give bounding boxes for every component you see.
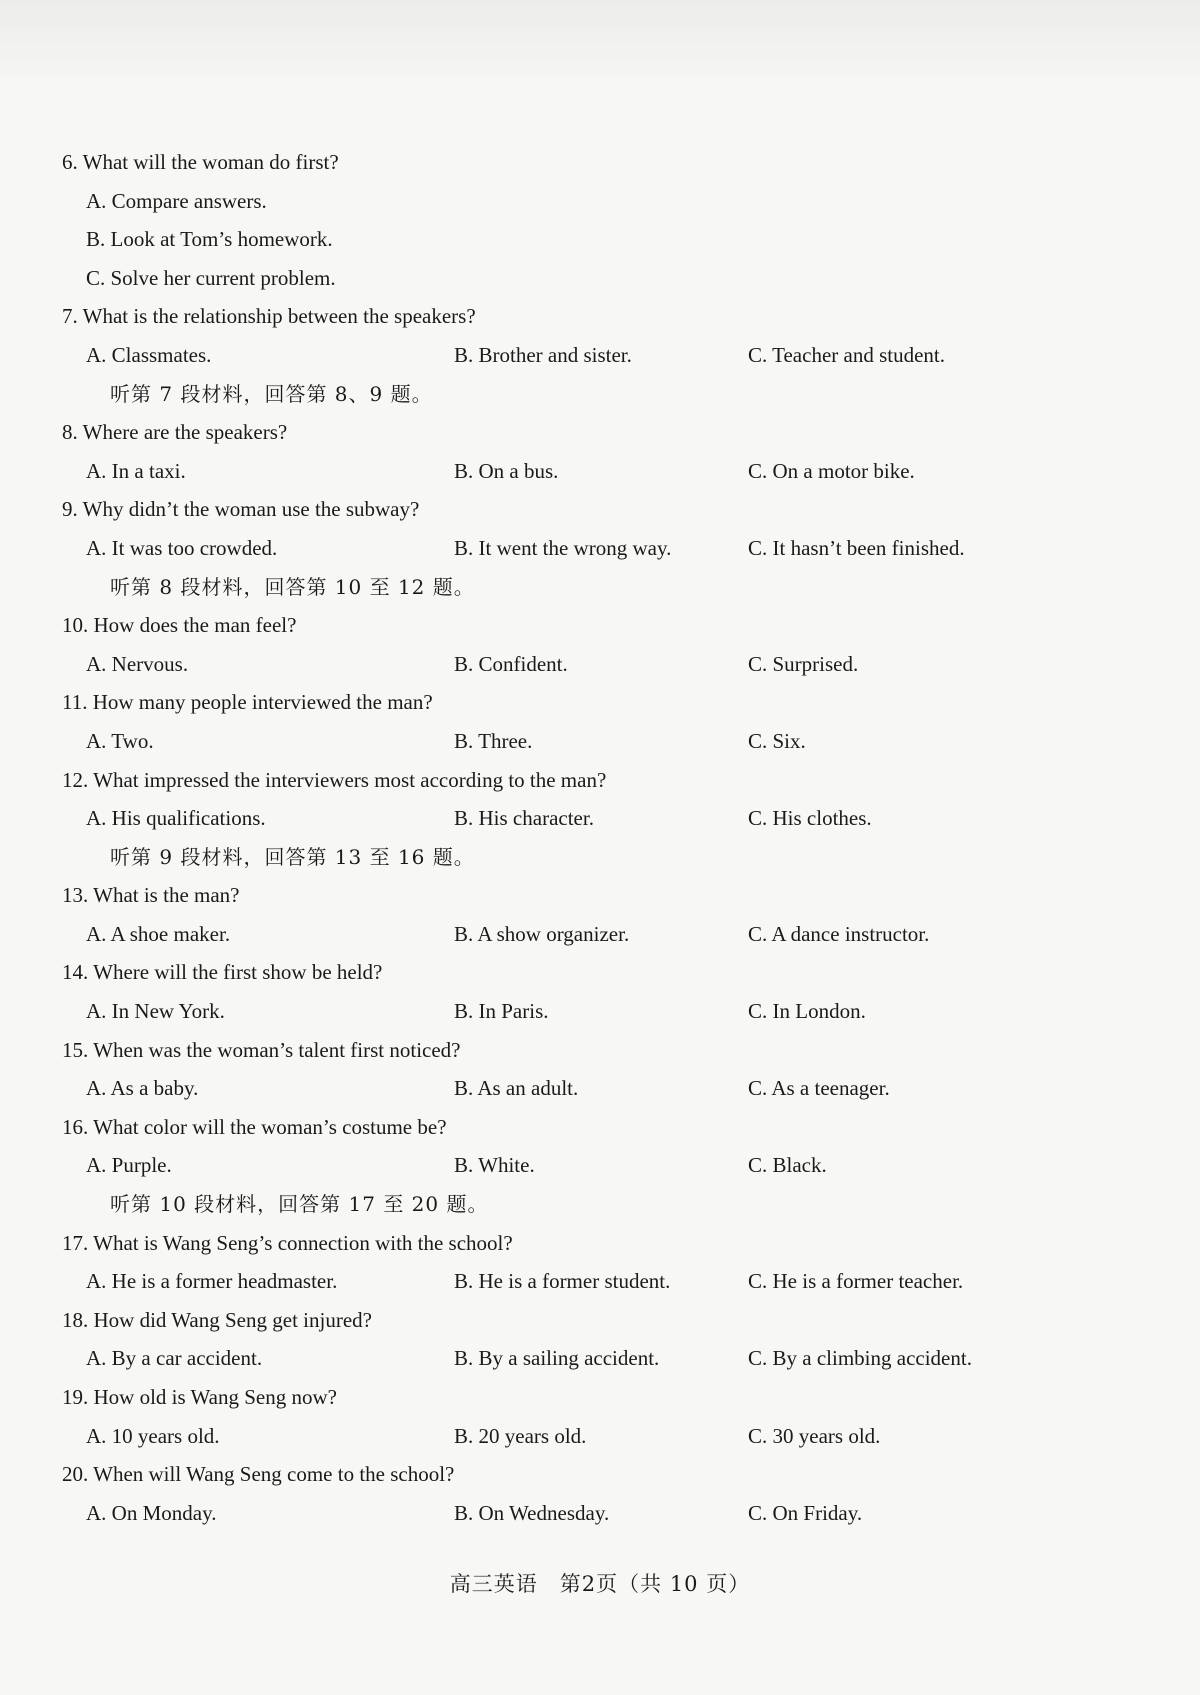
answer-options-row [62,1339,1062,1378]
question-stem: 16. What color will the woman’s costume be? [62,1114,447,1139]
page-footer: 高三英语 第2页（共 10 页） [449,1572,751,1596]
answer-option: A. Compare answers. [86,188,267,213]
answer-options-row [62,452,1062,491]
answer-option-c: C. As a teenager. [748,1076,890,1101]
answer-option-c: C. He is a former teacher. [748,1269,964,1294]
answer-options-row [62,336,1062,375]
answer-option-a: A. As a baby. [86,1076,199,1101]
answer-options-row [62,1494,1062,1533]
answer-option-b: B. 20 years old. [454,1423,587,1448]
answer-options-row [62,645,1062,684]
answer-option-a: A. It was too crowded. [86,535,278,560]
answer-option-c: C. By a climbing accident. [748,1346,972,1371]
answer-option-b: B. On Wednesday. [454,1500,610,1525]
answer-option-c: C. His clothes. [748,806,872,831]
question-stem: 12. What impressed the interviewers most according to the man? [62,767,607,792]
section-instruction: 听第 7 段材料，回答第 8、9 题。 [110,381,433,406]
answer-option-c: C. A dance instructor. [748,921,930,946]
answer-options-row [62,915,1062,954]
question-stem: 7. What is the relationship between the speakers? [62,304,476,329]
question-stem: 15. When was the woman’s talent first noticed? [62,1037,461,1062]
question-stem: 18. How did Wang Seng get injured? [62,1307,372,1332]
answer-option-a: A. In a taxi. [86,458,186,483]
answer-option-a: A. His qualifications. [86,806,266,831]
answer-option-c: C. On a motor bike. [748,458,915,483]
answer-option-b: B. White. [454,1153,535,1178]
answer-option: B. Look at Tom’s homework. [86,227,333,252]
answer-options-row [62,1146,1062,1185]
answer-option: C. Solve her current problem. [86,265,336,290]
answer-option-a: A. Classmates. [86,342,212,367]
answer-options-row [62,722,1062,761]
answer-option-c: C. Black. [748,1153,827,1178]
question-stem: 11. How many people interviewed the man? [62,690,433,715]
answer-option-a: A. On Monday. [86,1500,217,1525]
answer-options-row [62,1069,1062,1108]
section-instruction: 听第 10 段材料，回答第 17 至 20 题。 [110,1192,489,1217]
answer-option-c: C. Surprised. [748,651,859,676]
answer-option-b: B. On a bus. [454,458,559,483]
question-stem: 17. What is Wang Seng’s connection with the school? [62,1230,513,1255]
answer-option-a: A. Nervous. [86,651,189,676]
answer-option-b: B. Three. [454,728,533,753]
answer-option-c: C. On Friday. [748,1500,863,1525]
answer-option-c: C. Six. [748,728,806,753]
question-stem: 20. When will Wang Seng come to the school? [62,1462,455,1487]
section-instruction: 听第 9 段材料，回答第 13 至 16 题。 [110,844,475,869]
answer-option-b: B. He is a former student. [454,1269,671,1294]
answer-options-row [62,529,1062,568]
question-stem: 9. Why didn’t the woman use the subway? [62,497,420,522]
answer-option-b: B. A show organizer. [454,921,630,946]
answer-options-row [62,799,1062,838]
question-list [62,143,1062,1532]
answer-option-a: A. Purple. [86,1153,172,1178]
answer-option-b: B. By a sailing accident. [454,1346,660,1371]
scan-smudge [0,0,1200,90]
question-stem: 8. Where are the speakers? [62,420,288,445]
answer-options-row [62,1262,1062,1301]
answer-option-b: B. It went the wrong way. [454,535,672,560]
question-stem: 14. Where will the first show be held? [62,960,383,985]
answer-option-a: A. He is a former headmaster. [86,1269,338,1294]
question-stem: 13. What is the man? [62,883,240,908]
answer-option-a: A. A shoe maker. [86,921,231,946]
question-stem: 6. What will the woman do first? [62,150,339,174]
answer-option-c: C. In London. [748,999,866,1024]
answer-option-a: A. Two. [86,728,154,753]
question-stem: 19. How old is Wang Seng now? [62,1385,337,1409]
answer-option-c: C. It hasn’t been finished. [748,535,965,560]
answer-option-b: B. Confident. [454,651,568,676]
question-stem: 10. How does the man feel? [62,613,297,638]
answer-options-row [62,992,1062,1031]
answer-option-a: A. 10 years old. [86,1423,220,1448]
answer-option-c: C. 30 years old. [748,1423,881,1448]
answer-option-b: B. His character. [454,806,594,831]
answer-option-a: A. By a car accident. [86,1346,263,1371]
answer-option-c: C. Teacher and student. [748,342,945,367]
answer-options-row [62,1417,1062,1456]
answer-option-a: A. In New York. [86,999,225,1024]
answer-option-b: B. As an adult. [454,1076,579,1101]
answer-option-b: B. Brother and sister. [454,342,632,367]
answer-option-b: B. In Paris. [454,999,549,1024]
section-instruction: 听第 8 段材料，回答第 10 至 12 题。 [110,574,475,599]
